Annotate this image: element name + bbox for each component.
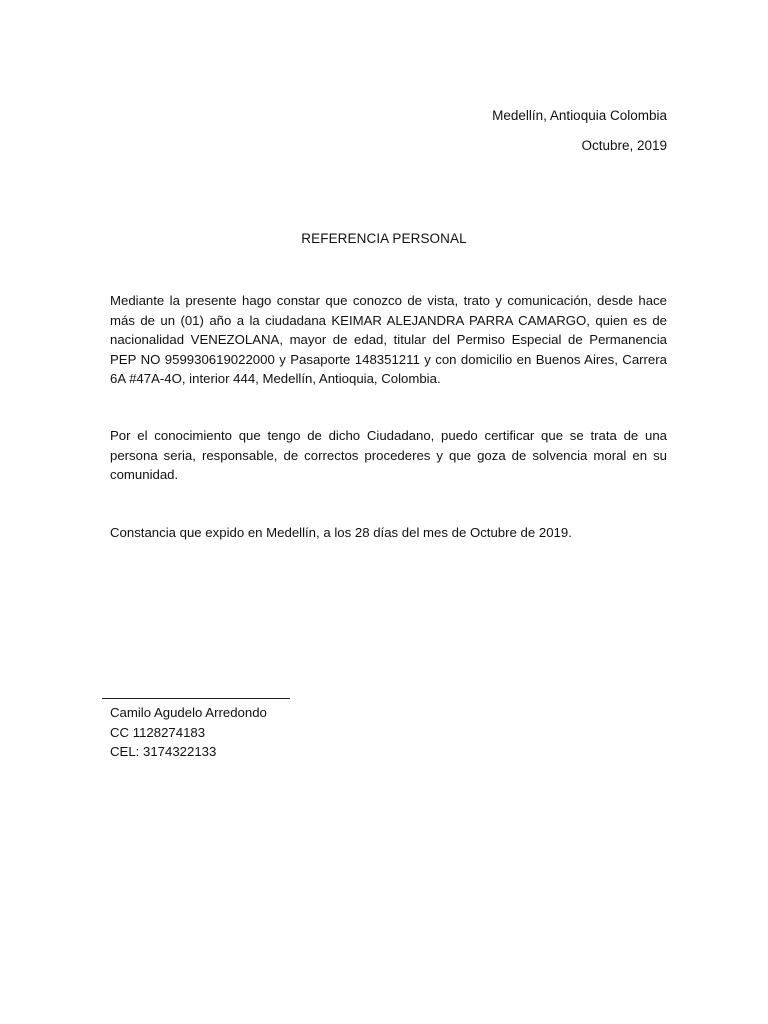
signer-name: Camilo Agudelo Arredondo: [110, 705, 267, 720]
signature-line: [102, 698, 290, 699]
paragraph-reference: Mediante la presente hago constar que conozco de vista, trato y comunicación, desde hace más de un (01) año a la ciudadana KEIMAR ALEJANDRA PARRA CAMARGO, quien es de nacionalidad VENEZOLANA, mayor de edad, titular del Permiso Especial de Permanencia PEP NO 959930619022000 y Pasaporte 148351211 y con domicilio en Buenos Aires, Carrera 6A #47A-4O, interior 444, Medellín, Antioquia, Colombia.: [110, 293, 667, 387]
signer-id: CC 1128274183: [110, 724, 206, 740]
paragraph-closing: Constancia que expido en Medellín, a los 28 días del mes de Octubre de 2019.: [110, 525, 572, 540]
signer-phone: CEL: 3174322133: [110, 744, 217, 760]
document-place: Medellín, Antioquia Colombia: [492, 108, 667, 123]
document-title: REFERENCIA PERSONAL: [301, 231, 467, 246]
document-date: Octubre, 2019: [581, 138, 667, 153]
paragraph-certification: Por el conocimiento que tengo de dicho Ciudadano, puedo certificar que se trata de una persona seria, responsable, de correctos procederes y que goza de solvencia moral en su comunidad.: [110, 428, 667, 483]
signature-block: [110, 703, 267, 762]
